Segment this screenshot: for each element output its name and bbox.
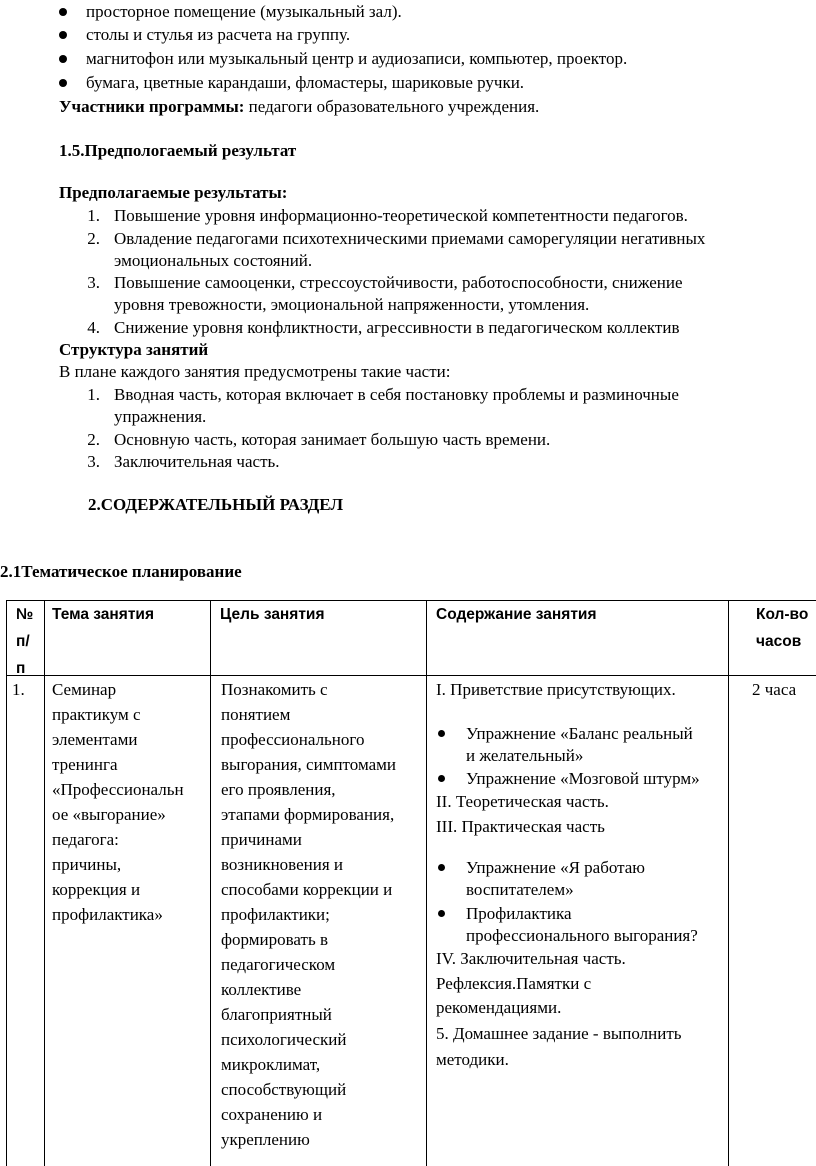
content-practice: III. Практическая часть: [436, 817, 605, 836]
list-item-continuation: эмоциональных состояний.: [114, 251, 313, 270]
list-item-continuation: уровня тревожности, эмоциональной напряженности, утомления.: [114, 295, 590, 314]
bullet-icon: [59, 8, 67, 16]
list-item: Овладение педагогами психотехническими приемами саморегуляции негативных: [114, 229, 706, 248]
header-num: № п/ п: [16, 606, 34, 677]
content-reflection-continuation: рекомендациями.: [436, 998, 562, 1017]
list-item: Заключительная часть.: [114, 452, 280, 471]
list-item: просторное помещение (музыкальный зал).: [86, 2, 402, 21]
content-exercise: Упражнение «Баланс реальный: [466, 724, 693, 743]
content-exercise: Упражнение «Я работаю: [466, 858, 646, 877]
header-goal: Цель занятия: [220, 606, 325, 623]
content-exercise-continuation: воспитателем»: [466, 880, 574, 899]
thematic-plan-table: [6, 600, 816, 1166]
header-hours: Кол-во часов: [756, 606, 809, 650]
content-final: IV. Заключительная часть.: [436, 949, 626, 968]
content-theory: II. Теоретическая часть.: [436, 792, 609, 811]
list-item: Повышение уровня информационно-теоретической компетентности педагогов.: [114, 206, 688, 225]
header-content: Содержание занятия: [436, 606, 597, 623]
section-heading-1-5: 1.5.Предпологаемый результат: [59, 141, 297, 160]
bullet-icon: [59, 31, 67, 39]
list-number: 4.: [87, 318, 100, 337]
content-exercise: Упражнение «Мозговой штурм»: [466, 769, 700, 788]
bullet-icon: [438, 775, 445, 782]
content-exercise: Профилактика: [466, 904, 572, 923]
list-number: 3.: [87, 273, 100, 292]
participants-text: педагоги образовательного учреждения.: [244, 97, 540, 116]
section-heading-2-1: 2.1Тематическое планирование: [0, 562, 242, 581]
list-item: столы и стулья из расчета на группу.: [86, 25, 351, 44]
content-homework: 5. Домашнее задание - выполнить: [436, 1024, 682, 1043]
bullet-icon: [59, 55, 67, 63]
content-exercise-continuation: профессионального выгорания?: [466, 926, 698, 945]
list-item: бумага, цветные карандаши, фломастеры, шариковые ручки.: [86, 73, 525, 92]
list-item: Вводная часть, которая включает в себя постановку проблемы и разминочные: [114, 385, 679, 404]
list-number: 3.: [87, 452, 100, 471]
list-item: магнитофон или музыкальный центр и аудиозаписи, компьютер, проектор.: [86, 49, 628, 68]
structure-heading: Структура занятий: [59, 340, 209, 359]
section-heading-2: 2.СОДЕРЖАТЕЛЬНЫЙ РАЗДЕЛ: [88, 495, 344, 514]
list-item: Основную часть, которая занимает большую часть времени.: [114, 430, 551, 449]
bullet-icon: [438, 730, 445, 737]
row1-hours: 2 часа: [752, 680, 797, 699]
list-number: 2.: [87, 430, 100, 449]
content-reflection: Рефлексия.Памятки с: [436, 974, 592, 993]
content-homework-continuation: методики.: [436, 1050, 509, 1069]
list-number: 1.: [87, 206, 100, 225]
bullet-icon: [59, 79, 67, 87]
list-number: 2.: [87, 229, 100, 248]
participants-label: Участники программы:: [59, 97, 245, 116]
structure-intro: В плане каждого занятия предусмотрены такие части:: [59, 362, 451, 381]
row1-goal: Познакомить с понятием профессионального выгорания, симптомами его проявления, этапами формирования, причинами возникновения и способами коррекции и профилактики; формировать в педагогическом коллективе благоприятный психологический микроклимат, способствующий сохранению и укреплению: [221, 680, 396, 1149]
row1-num: 1.: [12, 680, 25, 699]
content-exercise-continuation: и желательный»: [466, 746, 584, 765]
list-number: 1.: [87, 385, 100, 404]
header-topic: Тема занятия: [52, 606, 154, 623]
results-heading: Предполагаемые результаты:: [59, 183, 288, 202]
bullet-icon: [438, 910, 445, 917]
bullet-icon: [438, 864, 445, 871]
list-item-continuation: упражнения.: [114, 407, 207, 426]
list-item: Повышение самооценки, стрессоустойчивости, работоспособности, снижение: [114, 273, 683, 292]
list-item: Снижение уровня конфликтности, агрессивности в педагогическом коллектив: [114, 318, 680, 337]
content-greeting: I. Приветствие присутствующих.: [436, 680, 676, 699]
participants-paragraph: [59, 96, 539, 118]
row1-topic: Семинар практикум с элементами тренинга «Профессиональн ое «выгорание» педагога: причины, коррекция и профилактика»: [52, 680, 184, 924]
